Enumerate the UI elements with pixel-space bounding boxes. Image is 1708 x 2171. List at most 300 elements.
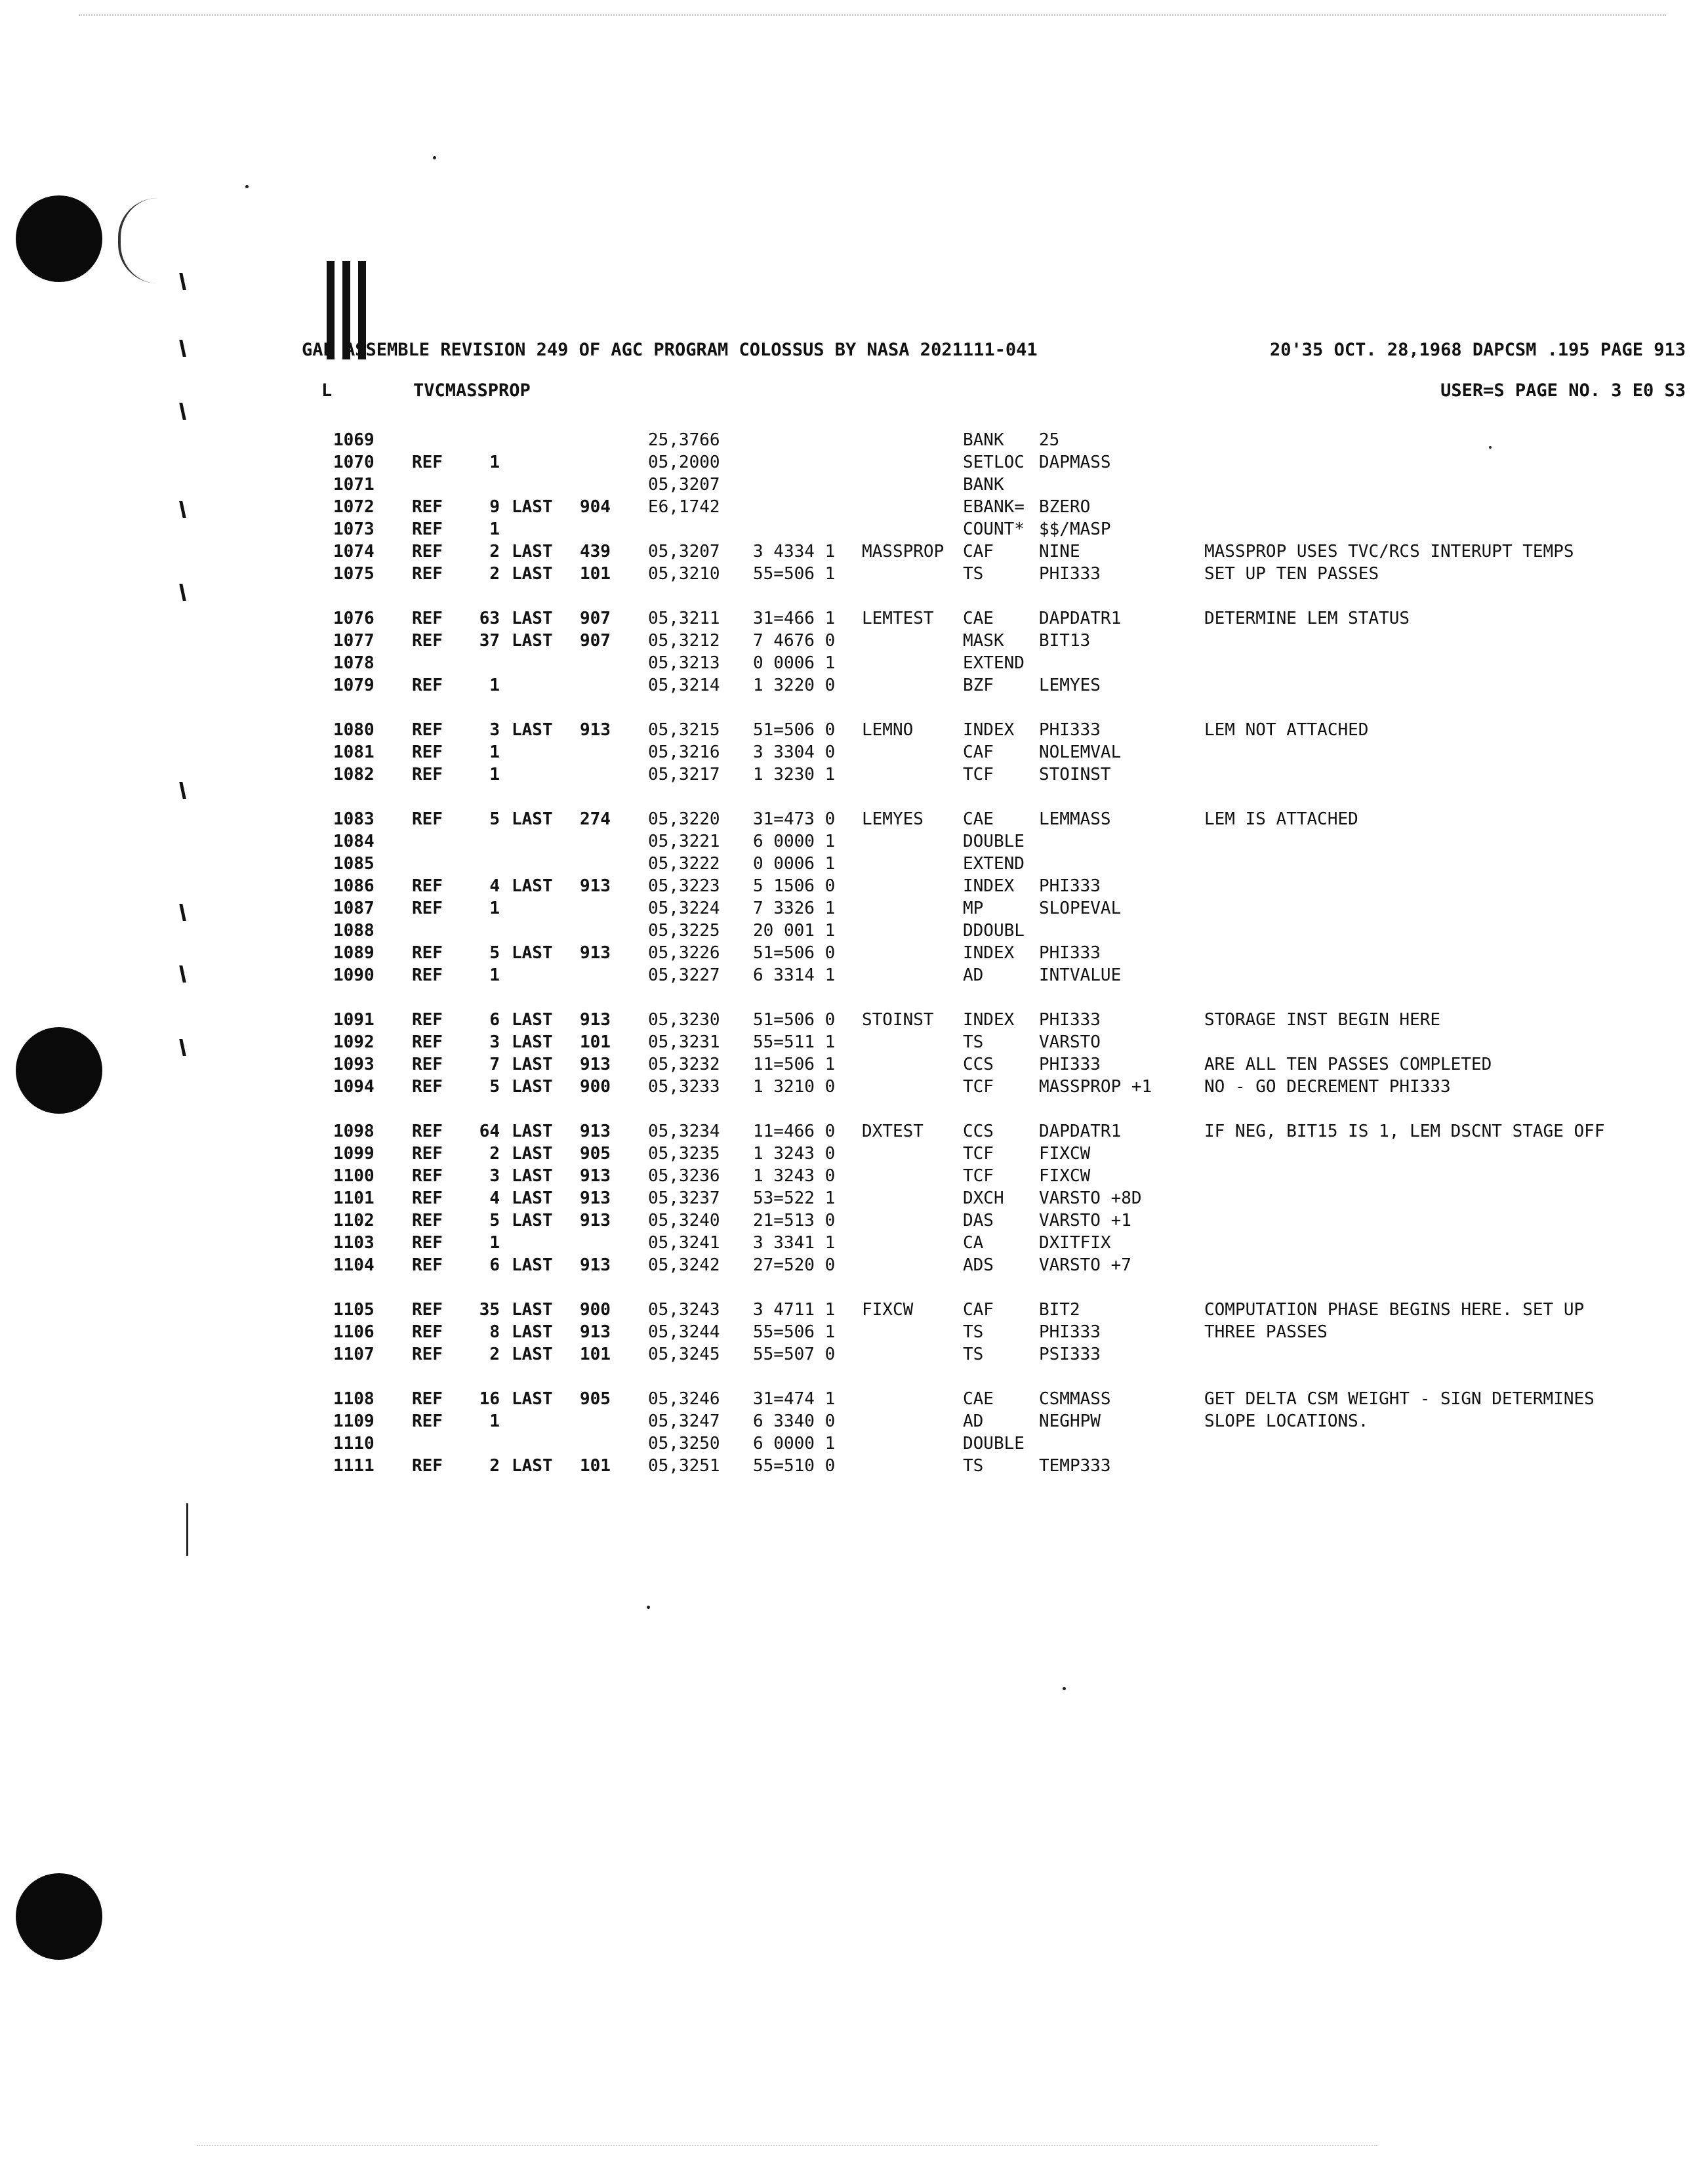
listing-row (333, 1322, 1698, 1345)
operand: TEMP333 (1039, 1456, 1111, 1476)
line-number: 1074 (333, 542, 375, 561)
address: 05,3232 (648, 1055, 720, 1074)
ref-count: 1 (489, 742, 500, 762)
ref-marker: REF (412, 1411, 443, 1431)
address: 05,3213 (648, 653, 720, 673)
margin-mark (179, 584, 186, 601)
operand: PHI333 (1039, 943, 1101, 963)
last-page: 913 (580, 1322, 611, 1342)
ref-marker: REF (412, 1389, 443, 1409)
last-page: 900 (580, 1077, 611, 1097)
line-number: 1091 (333, 1010, 375, 1030)
line-number: 1075 (333, 564, 375, 584)
listing-row (333, 430, 1698, 453)
address: 05,3240 (648, 1211, 720, 1230)
operand: BZERO (1039, 497, 1091, 517)
opcode: TS (963, 1456, 984, 1476)
ref-marker: REF (412, 899, 443, 918)
address: 05,3210 (648, 564, 720, 584)
object-code: 6 0000 1 (753, 1434, 836, 1453)
scan-noise-bottom (197, 2145, 1377, 2148)
line-number: 1083 (333, 809, 375, 829)
line-number: 1108 (333, 1389, 375, 1409)
last-page: 913 (580, 720, 611, 740)
address: 05,3225 (648, 921, 720, 941)
ref-count: 64 (479, 1122, 500, 1141)
listing-row (333, 475, 1698, 497)
line-number: 1071 (333, 475, 375, 495)
last-marker: LAST (512, 943, 553, 963)
punch-hole-top (16, 195, 102, 282)
line-number: 1090 (333, 965, 375, 985)
last-marker: LAST (512, 1345, 553, 1364)
last-marker: LAST (512, 542, 553, 561)
ref-marker: REF (412, 1077, 443, 1097)
operand: SLOPEVAL (1039, 899, 1122, 918)
address: 05,3223 (648, 876, 720, 896)
address: 25,3766 (648, 430, 720, 450)
ref-count: 2 (489, 564, 500, 584)
address: 05,3221 (648, 832, 720, 851)
ref-marker: REF (412, 676, 443, 695)
symbol-label: LEMNO (862, 720, 914, 740)
last-marker: LAST (512, 1255, 553, 1275)
ref-marker: REF (412, 943, 443, 963)
last-page: 913 (580, 1010, 611, 1030)
last-marker: LAST (512, 1122, 553, 1141)
line-number: 1102 (333, 1211, 375, 1230)
object-code: 55=510 0 (753, 1456, 836, 1476)
ref-count: 8 (489, 1322, 500, 1342)
margin-mark (179, 1039, 186, 1056)
operand: PSI333 (1039, 1345, 1101, 1364)
margin-mark (179, 965, 186, 983)
opcode: CCS (963, 1055, 994, 1074)
ref-marker: REF (412, 453, 443, 472)
opcode: DXCH (963, 1188, 1004, 1208)
ref-count: 6 (489, 1255, 500, 1275)
address: 05,3217 (648, 765, 720, 784)
binder-ring-mark (118, 198, 180, 283)
operand: DAPDATR1 (1039, 1122, 1122, 1141)
operand: PHI333 (1039, 1055, 1101, 1074)
line-number: 1094 (333, 1077, 375, 1097)
ref-marker: REF (412, 1166, 443, 1186)
ref-count: 5 (489, 809, 500, 829)
ref-count: 1 (489, 899, 500, 918)
address: 05,3243 (648, 1300, 720, 1320)
object-code: 55=511 1 (753, 1032, 836, 1052)
last-page: 913 (580, 1188, 611, 1208)
symbol-label: LEMTEST (862, 609, 934, 628)
opcode: DOUBLE (963, 1434, 1025, 1453)
operand: MASSPROP +1 (1039, 1077, 1152, 1097)
line-number: 1111 (333, 1456, 375, 1476)
line-number: 1104 (333, 1255, 375, 1275)
listing-row (333, 1211, 1698, 1233)
opcode: BANK (963, 430, 1004, 450)
scan-speck (245, 185, 249, 188)
listing-row (333, 1144, 1698, 1166)
line-number: 1078 (333, 653, 375, 673)
object-code: 11=506 1 (753, 1055, 836, 1074)
last-page: 101 (580, 564, 611, 584)
line-number: 1085 (333, 854, 375, 874)
operand: $$/MASP (1039, 519, 1111, 539)
operand: NEGHPW (1039, 1411, 1101, 1431)
ref-marker: REF (412, 564, 443, 584)
line-number: 1106 (333, 1322, 375, 1342)
ref-count: 16 (479, 1389, 500, 1409)
opcode: EXTEND (963, 854, 1025, 874)
address: 05,3230 (648, 1010, 720, 1030)
ref-count: 2 (489, 1345, 500, 1364)
object-code: 31=474 1 (753, 1389, 836, 1409)
ref-marker: REF (412, 1255, 443, 1275)
listing-row (333, 809, 1698, 832)
ref-marker: REF (412, 1300, 443, 1320)
object-code: 7 4676 0 (753, 631, 836, 651)
punch-hole-bottom (16, 1873, 102, 1960)
opcode: CAF (963, 742, 994, 762)
line-number: 1087 (333, 899, 375, 918)
last-marker: LAST (512, 1166, 553, 1186)
ref-marker: REF (412, 1032, 443, 1052)
object-code: 27=520 0 (753, 1255, 836, 1275)
address: 05,3226 (648, 943, 720, 963)
object-code: 51=506 0 (753, 1010, 836, 1030)
address: 05,3207 (648, 542, 720, 561)
ref-count: 7 (489, 1055, 500, 1074)
ref-count: 1 (489, 965, 500, 985)
address: 05,3220 (648, 809, 720, 829)
listing-row (333, 943, 1698, 965)
last-page: 274 (580, 809, 611, 829)
object-code: 3 4334 1 (753, 542, 836, 561)
subheader-user-page: USER=S PAGE NO. 3 E0 S3 (1440, 380, 1686, 401)
address: 05,3246 (648, 1389, 720, 1409)
last-page: 439 (580, 542, 611, 561)
ref-count: 5 (489, 1211, 500, 1230)
operand: FIXCW (1039, 1144, 1091, 1164)
operand: VARSTO (1039, 1032, 1101, 1052)
address: 05,3242 (648, 1255, 720, 1275)
listing-row (333, 453, 1698, 475)
opcode: CAE (963, 1389, 994, 1409)
last-page: 913 (580, 1055, 611, 1074)
symbol-label: FIXCW (862, 1300, 914, 1320)
ref-marker: REF (412, 631, 443, 651)
listing-row (333, 631, 1698, 653)
subheader-title: TVCMASSPROP (413, 380, 531, 401)
opcode: CAF (963, 1300, 994, 1320)
ref-count: 3 (489, 1166, 500, 1186)
comment: ARE ALL TEN PASSES COMPLETED (1204, 1055, 1492, 1074)
line-number: 1089 (333, 943, 375, 963)
listing-row (333, 1122, 1698, 1144)
address: 05,3241 (648, 1233, 720, 1253)
last-page: 904 (580, 497, 611, 517)
comment: IF NEG, BIT15 IS 1, LEM DSCNT STAGE OFF (1204, 1122, 1605, 1141)
object-code: 6 3340 0 (753, 1411, 836, 1431)
opcode: DDOUBL (963, 921, 1025, 941)
operand: LEMYES (1039, 676, 1101, 695)
last-page: 900 (580, 1300, 611, 1320)
ref-marker: REF (412, 1010, 443, 1030)
listing-row (333, 1411, 1698, 1434)
ref-marker: REF (412, 1233, 443, 1253)
operand: VARSTO +7 (1039, 1255, 1131, 1275)
opcode: CA (963, 1233, 984, 1253)
last-page: 913 (580, 1255, 611, 1275)
listing-row (333, 1434, 1698, 1456)
line-number: 1073 (333, 519, 375, 539)
address: 05,3222 (648, 854, 720, 874)
ref-marker: REF (412, 1456, 443, 1476)
opcode: TCF (963, 765, 994, 784)
line-number: 1077 (333, 631, 375, 651)
address: 05,3247 (648, 1411, 720, 1431)
ref-marker: REF (412, 1144, 443, 1164)
address: 05,3234 (648, 1122, 720, 1141)
object-code: 3 3341 1 (753, 1233, 836, 1253)
listing-row (333, 1010, 1698, 1032)
opcode: CAE (963, 609, 994, 628)
object-code: 0 0006 1 (753, 854, 836, 874)
ref-count: 35 (479, 1300, 500, 1320)
address: 05,3211 (648, 609, 720, 628)
address: 05,3214 (648, 676, 720, 695)
opcode: TS (963, 564, 984, 584)
listing-row (333, 1055, 1698, 1077)
last-marker: LAST (512, 809, 553, 829)
last-page: 913 (580, 1122, 611, 1141)
listing-row (333, 854, 1698, 876)
ref-marker: REF (412, 965, 443, 985)
operand: PHI333 (1039, 1010, 1101, 1030)
line-number: 1098 (333, 1122, 375, 1141)
ref-marker: REF (412, 1122, 443, 1141)
listing-row (333, 1300, 1698, 1322)
line-number: 1081 (333, 742, 375, 762)
ref-marker: REF (412, 876, 443, 896)
last-marker: LAST (512, 631, 553, 651)
margin-mark (179, 340, 186, 357)
address: 05,3231 (648, 1032, 720, 1052)
opcode: CAF (963, 542, 994, 561)
operand: FIXCW (1039, 1166, 1091, 1186)
comment: GET DELTA CSM WEIGHT - SIGN DETERMINES (1204, 1389, 1595, 1409)
line-number: 1069 (333, 430, 375, 450)
last-page: 101 (580, 1032, 611, 1052)
address: E6,1742 (648, 497, 720, 517)
listing-row (333, 1456, 1698, 1478)
line-number: 1099 (333, 1144, 375, 1164)
listing-row (333, 564, 1698, 586)
line-number: 1086 (333, 876, 375, 896)
subheader-type: L (321, 380, 333, 401)
ref-count: 3 (489, 1032, 500, 1052)
ref-marker: REF (412, 1345, 443, 1364)
last-page: 913 (580, 1166, 611, 1186)
opcode: INDEX (963, 720, 1015, 740)
address: 05,3244 (648, 1322, 720, 1342)
line-number: 1088 (333, 921, 375, 941)
comment: SLOPE LOCATIONS. (1204, 1411, 1369, 1431)
line-number: 1103 (333, 1233, 375, 1253)
listing-header (302, 340, 1686, 366)
object-code: 0 0006 1 (753, 653, 836, 673)
last-page: 101 (580, 1345, 611, 1364)
last-marker: LAST (512, 876, 553, 896)
object-code: 51=506 0 (753, 720, 836, 740)
line-number: 1070 (333, 453, 375, 472)
ref-marker: REF (412, 1211, 443, 1230)
listing-row (333, 1255, 1698, 1278)
ref-marker: REF (412, 519, 443, 539)
line-number: 1101 (333, 1188, 375, 1208)
listing-row (333, 542, 1698, 564)
operand: NOLEMVAL (1039, 742, 1122, 762)
operand: BIT13 (1039, 631, 1091, 651)
last-page: 905 (580, 1144, 611, 1164)
last-page: 913 (580, 876, 611, 896)
listing-row (333, 497, 1698, 519)
last-page: 913 (580, 1211, 611, 1230)
object-code: 31=466 1 (753, 609, 836, 628)
ref-marker: REF (412, 542, 443, 561)
margin-mark (179, 501, 186, 518)
comment: NO - GO DECREMENT PHI333 (1204, 1077, 1451, 1097)
address: 05,3245 (648, 1345, 720, 1364)
comment: LEM NOT ATTACHED (1204, 720, 1369, 740)
ref-count: 1 (489, 1411, 500, 1431)
address: 05,3224 (648, 899, 720, 918)
line-number: 1100 (333, 1166, 375, 1186)
ref-count: 4 (489, 1188, 500, 1208)
operand: VARSTO +1 (1039, 1211, 1131, 1230)
opcode: TCF (963, 1144, 994, 1164)
object-code: 55=507 0 (753, 1345, 836, 1364)
opcode: MASK (963, 631, 1004, 651)
last-marker: LAST (512, 1211, 553, 1230)
margin-mark (179, 782, 186, 799)
last-marker: LAST (512, 1055, 553, 1074)
margin-mark (186, 1503, 188, 1556)
operand: PHI333 (1039, 564, 1101, 584)
ref-count: 6 (489, 1010, 500, 1030)
line-number: 1076 (333, 609, 375, 628)
listing-row (333, 676, 1698, 698)
listing-row (333, 653, 1698, 676)
listing-row (333, 921, 1698, 943)
object-code: 1 3210 0 (753, 1077, 836, 1097)
opcode: INDEX (963, 943, 1015, 963)
ref-count: 37 (479, 631, 500, 651)
operand: DAPDATR1 (1039, 609, 1122, 628)
listing-row (333, 765, 1698, 787)
last-marker: LAST (512, 1144, 553, 1164)
scan-speck (647, 1606, 650, 1609)
operand: 25 (1039, 430, 1060, 450)
comment: SET UP TEN PASSES (1204, 564, 1379, 584)
address: 05,3236 (648, 1166, 720, 1186)
opcode: BZF (963, 676, 994, 695)
opcode: AD (963, 1411, 984, 1431)
object-code: 1 3243 0 (753, 1166, 836, 1186)
listing-row (333, 965, 1698, 988)
line-number: 1080 (333, 720, 375, 740)
comment: COMPUTATION PHASE BEGINS HERE. SET UP (1204, 1300, 1585, 1320)
operand: PHI333 (1039, 720, 1101, 740)
listing-row (333, 899, 1698, 921)
last-marker: LAST (512, 1456, 553, 1476)
object-code: 11=466 0 (753, 1122, 836, 1141)
opcode: MP (963, 899, 984, 918)
opcode: COUNT* (963, 519, 1025, 539)
object-code: 3 3304 0 (753, 742, 836, 762)
operand: STOINST (1039, 765, 1111, 784)
listing-row (333, 1233, 1698, 1255)
header-date-page: 20'35 OCT. 28,1968 DAPCSM .195 PAGE 913 (1270, 340, 1686, 360)
line-number: 1105 (333, 1300, 375, 1320)
listing-row (333, 1032, 1698, 1055)
last-page: 101 (580, 1456, 611, 1476)
margin-mark (179, 273, 186, 290)
last-marker: LAST (512, 1010, 553, 1030)
object-code: 55=506 1 (753, 1322, 836, 1342)
ref-count: 1 (489, 676, 500, 695)
listing-row (333, 1345, 1698, 1367)
ref-marker: REF (412, 720, 443, 740)
object-code: 53=522 1 (753, 1188, 836, 1208)
operand: INTVALUE (1039, 965, 1122, 985)
object-code: 1 3243 0 (753, 1144, 836, 1164)
comment: STORAGE INST BEGIN HERE (1204, 1010, 1441, 1030)
ref-marker: REF (412, 497, 443, 517)
ref-marker: REF (412, 809, 443, 829)
operand: PHI333 (1039, 876, 1101, 896)
symbol-label: DXTEST (862, 1122, 924, 1141)
listing-row (333, 609, 1698, 631)
line-number: 1084 (333, 832, 375, 851)
ref-count: 1 (489, 765, 500, 784)
object-code: 5 1506 0 (753, 876, 836, 896)
listing-row (333, 1188, 1698, 1211)
opcode: CAE (963, 809, 994, 829)
symbol-label: LEMYES (862, 809, 924, 829)
listing-row (333, 876, 1698, 899)
line-number: 1072 (333, 497, 375, 517)
operand: BIT2 (1039, 1300, 1080, 1320)
object-code: 3 4711 1 (753, 1300, 836, 1320)
last-marker: LAST (512, 1188, 553, 1208)
last-page: 905 (580, 1389, 611, 1409)
ref-count: 63 (479, 609, 500, 628)
scan-noise-top (79, 14, 1666, 18)
ref-marker: REF (412, 609, 443, 628)
opcode: TCF (963, 1166, 994, 1186)
opcode: TS (963, 1345, 984, 1364)
listing-row (333, 1077, 1698, 1099)
opcode: TS (963, 1032, 984, 1052)
address: 05,3212 (648, 631, 720, 651)
opcode: CCS (963, 1122, 994, 1141)
object-code: 1 3220 0 (753, 676, 836, 695)
listing-row (333, 832, 1698, 854)
address: 05,3207 (648, 475, 720, 495)
last-page: 913 (580, 943, 611, 963)
